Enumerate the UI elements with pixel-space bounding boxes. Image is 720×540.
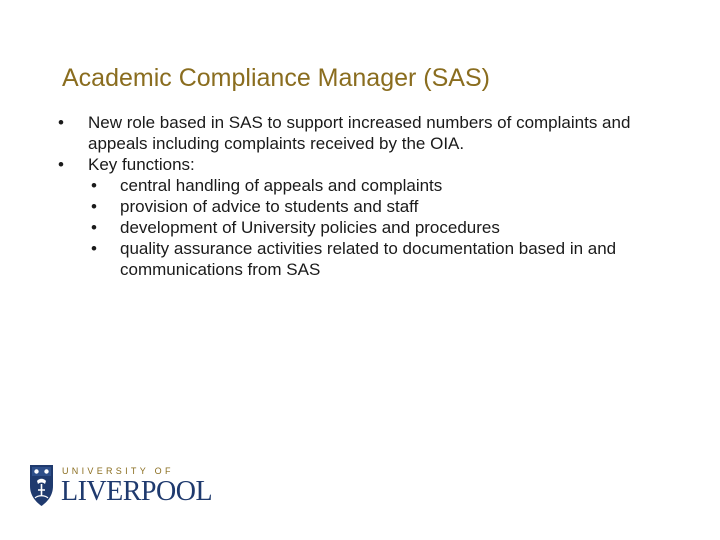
sub-bullet-item: [58, 196, 668, 217]
bullet-text: central handling of appeals and complaints: [120, 176, 443, 195]
bullet-list: [58, 112, 668, 280]
logo-line-university-of: UNIVERSITY OF: [62, 466, 174, 476]
slide-title: Academic Compliance Manager (SAS): [62, 64, 490, 92]
bullet-text: provision of advice to students and staff: [120, 197, 419, 216]
bullet-marker: •: [58, 113, 64, 132]
sub-bullet-item: [58, 175, 668, 196]
bullet-text: Key functions:: [88, 155, 195, 174]
university-crest-icon: [28, 462, 55, 508]
bullet-marker: •: [58, 155, 64, 174]
bullet-item: [58, 154, 668, 175]
bullet-marker: •: [91, 239, 97, 258]
sub-bullet-item: [58, 217, 668, 238]
bullet-text: New role based in SAS to support increased numbers of complaints and appeals including complaints received by the OIA.: [88, 113, 631, 153]
bullet-marker: •: [91, 218, 97, 237]
sub-bullet-item: [58, 238, 668, 280]
logo-line-liverpool: LIVERPOOL: [61, 476, 213, 507]
bullet-text: development of University policies and procedures: [120, 218, 500, 237]
bullet-marker: •: [91, 176, 97, 195]
university-logo: [28, 462, 213, 510]
bullet-item: [58, 112, 668, 154]
bullet-text: quality assurance activities related to documentation based in and communications from SAS: [120, 239, 617, 279]
bullet-marker: •: [91, 197, 97, 216]
